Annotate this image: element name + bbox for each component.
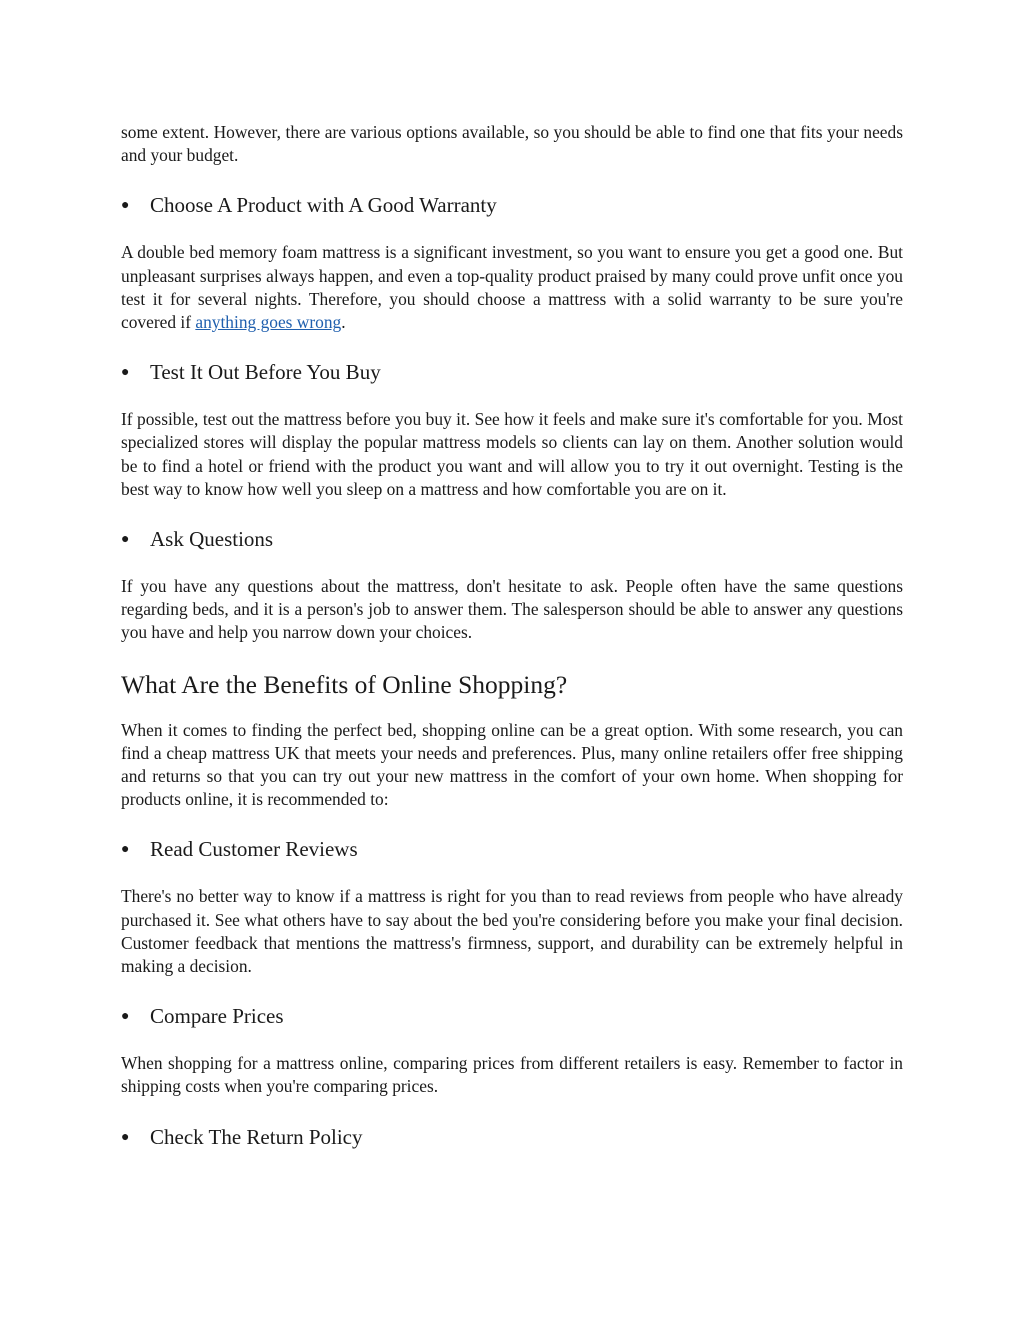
ask-paragraph: If you have any questions about the mattress, don't hesitate to ask. People often have the same questions regarding beds, and it is a person's job to answer them. The salesperson should be able to answer any questions you have and help you narrow down your choices. <box>121 576 903 643</box>
warranty-paragraph <box>121 241 903 334</box>
bullet-reviews-label: Read Customer Reviews <box>150 837 358 862</box>
document-page <box>121 121 903 1154</box>
bullet-dot-icon: ● <box>121 365 130 381</box>
bullet-test <box>121 359 903 389</box>
bullet-dot-icon: ● <box>121 842 130 858</box>
anything-goes-wrong-link[interactable]: anything goes wrong <box>195 312 342 333</box>
bullet-warranty <box>121 192 903 222</box>
bullet-prices-label: Compare Prices <box>150 1004 284 1029</box>
bullet-return <box>121 1124 903 1154</box>
bullet-dot-icon: ● <box>121 532 130 548</box>
bullet-test-label: Test It Out Before You Buy <box>150 360 381 385</box>
intro-paragraph: some extent. However, there are various options available, so you should be able to find one that fits your needs and your budget. <box>121 122 903 166</box>
section-heading-online: What Are the Benefits of Online Shopping? <box>121 669 568 699</box>
test-paragraph: If possible, test out the mattress before you buy it. See how it feels and make sure it's comfortable for you. Most specialized stores will display the popular mattress models so clients can lay on them. Another solution would be to find a hotel or friend with the product you want and will allow you to try it out overnight. Testing is the best way to know how well you sleep on a mattress and how comfortable you are on it. <box>121 409 903 499</box>
bullet-ask <box>121 526 903 556</box>
warranty-paragraph-end: . <box>341 312 346 333</box>
online-paragraph: When it comes to finding the perfect bed, shopping online can be a great option. With some research, you can find a cheap mattress UK that meets your needs and preferences. Plus, many online retailers offer free shipping and returns so that you can try out your new mattress in the comfort of your own home. When shopping for products online, it is recommended to: <box>121 719 903 810</box>
bullet-reviews <box>121 836 903 866</box>
prices-paragraph: When shopping for a mattress online, comparing prices from different retailers is easy. Remember to factor in shipping costs when you're comparing prices. <box>121 1053 903 1097</box>
warranty-paragraph-text: A double bed memory foam mattress is a significant investment, so you want to ensure you get a good one. But unpleasant surprises always happen, and even a top-quality product praised by many could prove unfit once you test it for several nights. Therefore, you should choose a mattress with a solid warranty to be sure you're covered if <box>121 242 903 333</box>
bullet-return-label: Check The Return Policy <box>150 1124 363 1149</box>
bullet-dot-icon: ● <box>121 198 130 214</box>
reviews-paragraph: There's no better way to know if a mattress is right for you than to read reviews from people who have already purchased it. See what others have to say about the bed you're considering before you make your final decision. Customer feedback that mentions the mattress's firmness, support, and durability can be extremely helpful in making a decision. <box>121 886 903 977</box>
bullet-warranty-label: Choose A Product with A Good Warranty <box>150 193 497 218</box>
bullet-dot-icon: ● <box>121 1129 130 1145</box>
bullet-dot-icon: ● <box>121 1009 130 1025</box>
bullet-prices <box>121 1003 903 1033</box>
bullet-ask-label: Ask Questions <box>150 527 274 552</box>
